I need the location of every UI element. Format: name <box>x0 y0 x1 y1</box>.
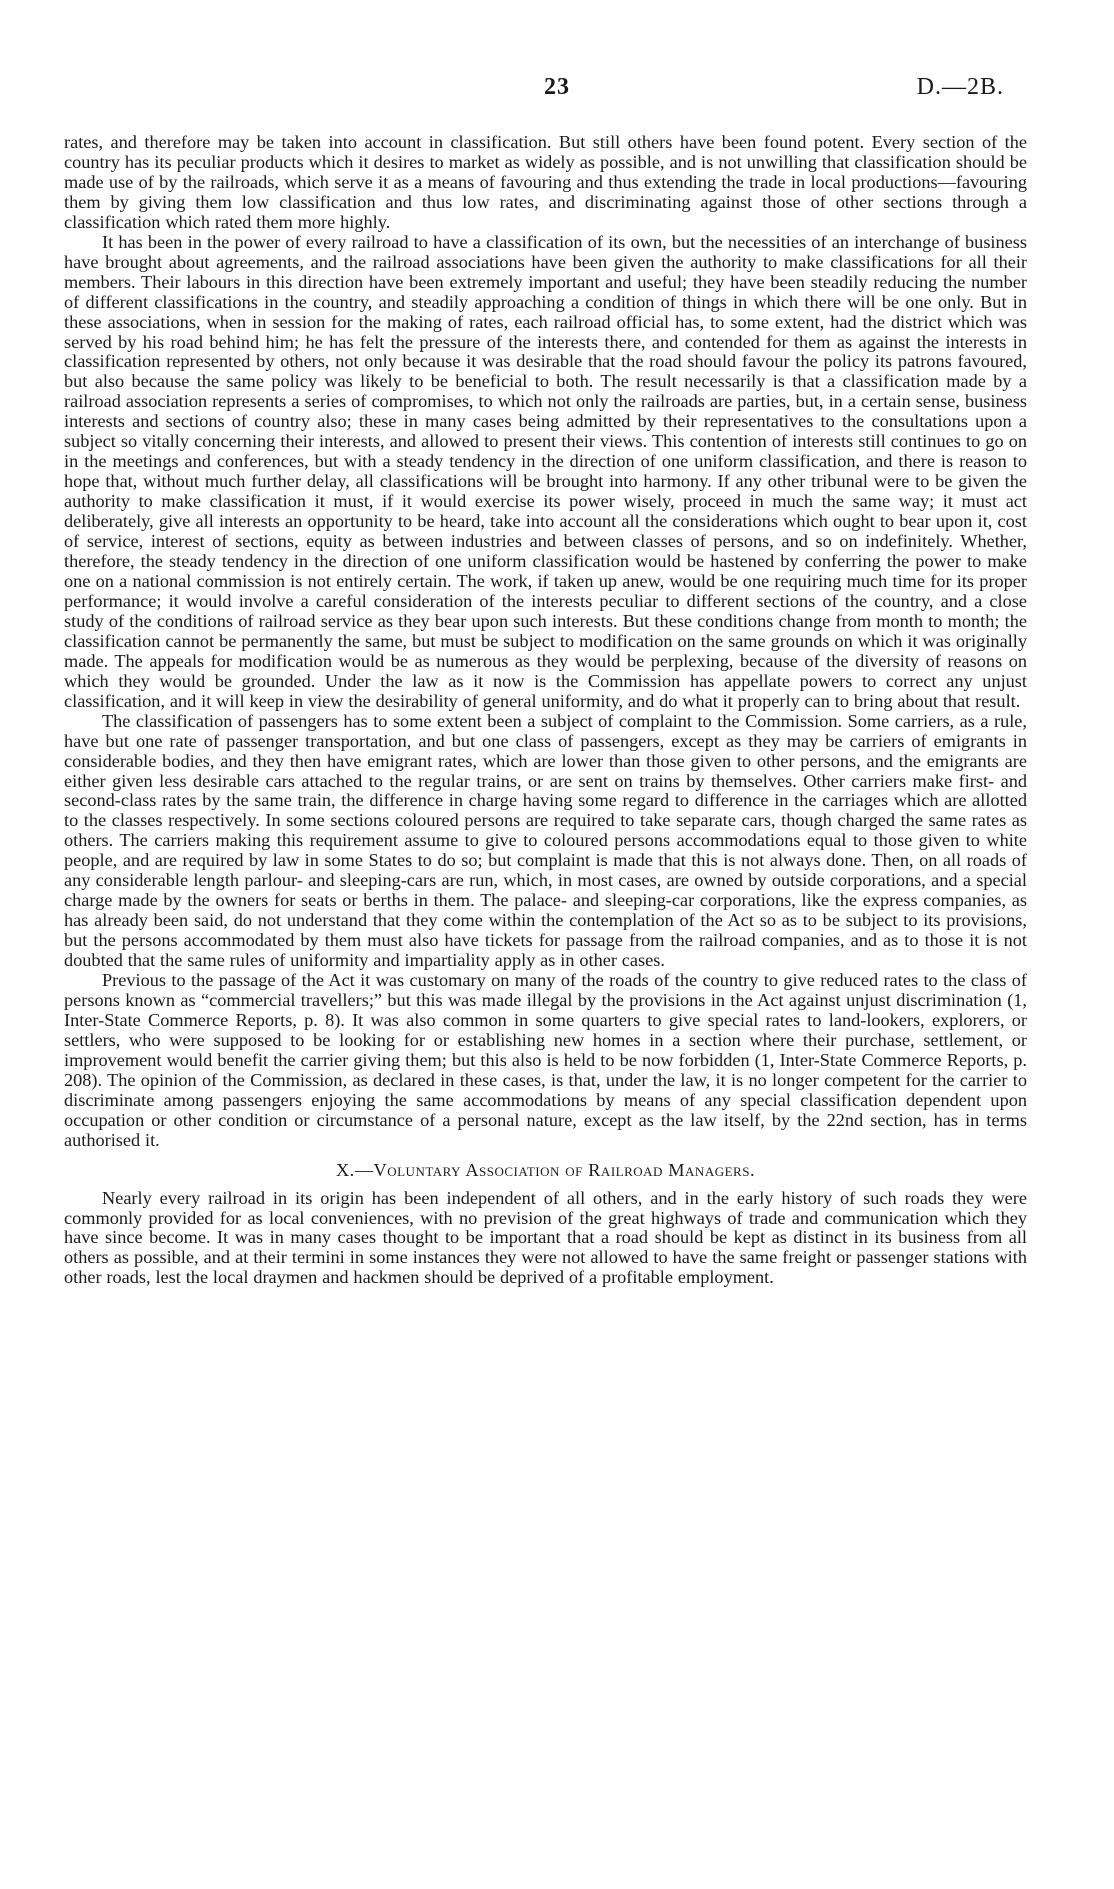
paragraph: The classification of passengers has to some extent been a subject of complaint to the Commission. Some carriers, as a rule, have but one rate of passenger transportation, and but one class of passengers, except as they may be carriers of emigrants in considerable bodies, and they then have emigrant rates, which are lower than those given to other persons, and the emigrants are either given less desirable cars attached to the regular trains, or are sent on trains by themselves. Other carriers make first- and second-class rates by the same train, the difference in charge having some regard to difference in the carriages which are allotted to the classes respectively. In some sections coloured persons are required to take separate cars, though charged the same rates as others. The carriers making this requirement assume to give to coloured persons accommodations equal to those given to white people, and are required by law in some States to do so; but complaint is made that this is not always done. Then, on all roads of any considerable length parlour- and sleeping-cars are run, which, in most cases, are owned by outside corporations, and a special charge made by the owners for seats or berths in them. The palace- and sleeping-car corporations, like the express companies, as has already been said, do not understand that they come within the contemplation of the Act so as to be subject to its provisions, but the persons accommodated by them must also have tickets for passage from the railroad companies, and as to those it is not doubted that the same rules of uniformity and impartiality apply as in other cases. <box>64 710 1027 971</box>
paragraph: Previous to the passage of the Act it was customary on many of the roads of the country to give reduced rates to the class of persons known as “commercial travellers;” but this was made illegal by the provisions in the Act against unjust discrimination (1, Inter-State Commerce Reports, p. 8). It was also common in some quarters to give special rates to land-lookers, explorers, or settlers, who were supposed to be looking for or establishing new homes in a section where their purchase, settlement, or improvement would benefit the carrier giving them; but this also is held to be now forbidden (1, Inter-State Commerce Reports, p. 208). The opinion of the Commission, as declared in these cases, is that, under the law, it is no longer competent for the carrier to discriminate among passengers enjoying the same accommodations by means of any special classification dependent upon occupation or other condition or circumstance of a personal nature, except as the law itself, by the 22nd section, has in terms authorised it. <box>64 970 1027 1150</box>
section-number: X.— <box>335 1159 374 1180</box>
page-body <box>64 133 1027 1288</box>
page-number: 23 <box>544 74 570 100</box>
page-header <box>0 74 1114 104</box>
paragraph: Nearly every railroad in its origin has been independent of all others, and in the early history of such roads they were commonly provided for as local conveniences, with no prevision of the great highways of trade and communication which they have since become. It was in many cases thought to be important that a road should be kept as distinct in its business from all others as possible, and at their termini in some instances they were not allowed to have the same freight or passenger stations with other roads, lest the local draymen and hackmen should be deprived of a profitable employment. <box>64 1187 1027 1288</box>
section-heading <box>64 1161 1027 1181</box>
paragraph-continued: rates, and therefore may be taken into account in classification. But still others have been found potent. Every section of the country has its peculiar products which it desires to market as widely as possible, and is not unwilling that classification should be made use of by the railroads, which serve it as a means of favouring and thus extending the trade in local productions—favouring them by giving them low classification and thus low rates, and discriminating against those of other sections through a classification which rated them more highly. <box>64 132 1027 232</box>
section-title: Voluntary Association of Railroad Managers. <box>373 1159 756 1180</box>
document-reference: D.—2B. <box>916 74 1004 100</box>
paragraph: It has been in the power of every railroad to have a classification of its own, but the necessities of an interchange of business have brought about agreements, and the railroad associations have been given the authority to make classifications for all their members. Their labours in this direction have been extremely important and useful; they have been steadily reducing the number of different classifications in the country, and steadily approaching a condition of things in which there will be one only. But in these associations, when in session for the making of rates, each railroad official has, to some extent, had the district which was served by his road behind him; he has felt the pressure of the interests there, and contended for them as against the interests in classification represented by others, not only because it was desirable that the road should favour the policy its patrons favoured, but also because the same policy was likely to be beneficial to both. The result necessarily is that a classification made by a railroad association represents a series of compromises, to which not only the railroads are parties, but, in a certain sense, business interests and sections of country also; these in many cases being admitted by their representatives to the consultations upon a subject so vitally concerning their interests, and allowed to present their views. This contention of interests still continues to go on in the meetings and conferences, but with a steady tendency in the direction of one uniform classification, and there is reason to hope that, without much further delay, all classifications will be brought into harmony. If any other tribunal were to be given the authority to make classification it must, if it would exercise its power wisely, proceed in much the same way; it must act deliberately, give all interests an opportunity to be heard, take into account all the considerations which ought to bear upon it, cost of service, interest of sections, equity as between industries and between classes of persons, and so on indefinitely. Whether, therefore, the steady tendency in the direction of one uniform classification would be hastened by conferring the power to make one on a national commission is not entirely certain. The work, if taken up anew, would be one requiring much time for its proper performance; it would involve a careful consideration of the interests peculiar to different sections of the country, and a close study of the conditions of railroad service as they bear upon such interests. But these conditions change from month to month; the classification cannot be permanently the same, but must be subject to modification on the same grounds on which it was originally made. The appeals for modification would be as numerous as they would be perplexing, because of the diversity of reasons on which they would be grounded. Under the law as it now is the Commission has appellate powers to correct any unjust classification, and it will keep in view the desirability of general uniformity, and do what it properly can to bring about that result. <box>64 231 1027 711</box>
